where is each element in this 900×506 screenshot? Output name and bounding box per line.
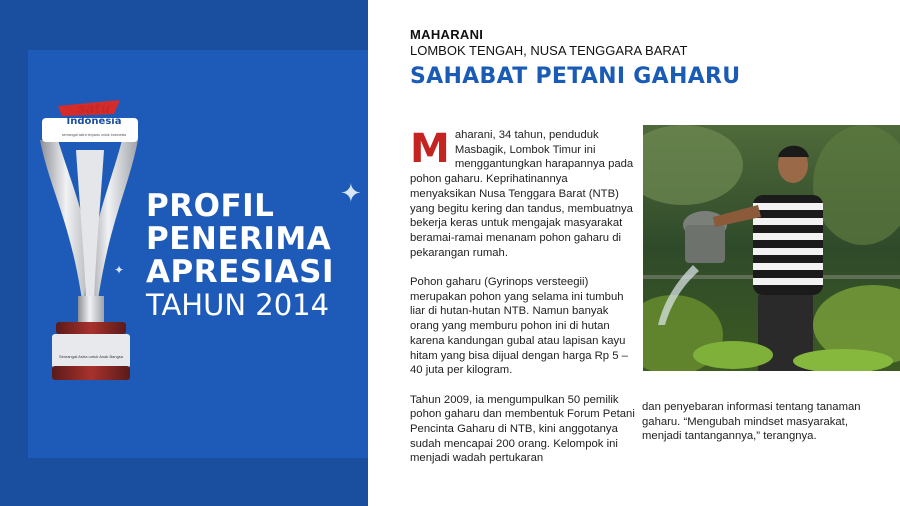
logo-tagline: semangat astra terpadu untuk Indonesia [61, 133, 127, 137]
heading-line-3: APRESIASI [146, 254, 334, 290]
heading-line-2: PENERIMA [146, 221, 332, 257]
sparkle-small-icon: ✦ [114, 263, 125, 277]
logo-text-indonesia: Indonesia [66, 116, 122, 127]
heading-year: TAHUN 2014 [146, 288, 330, 322]
cover-heading [146, 190, 334, 322]
paragraph-1 [410, 128, 636, 260]
recipient-name: MAHARANI [410, 27, 484, 42]
logo-text-satu: satu [78, 102, 110, 117]
drop-cap: M [410, 126, 450, 172]
article-column-2 [642, 400, 874, 444]
paragraph-3: Tahun 2009, ia mengumpulkan 50 pemilik pohon gaharu dan membentuk Forum Petani Pencinta Gaharu di NTB, kini anggotanya sudah mencapai 200 orang. Kelompok ini menjadi wadah pertukaran [410, 393, 635, 465]
paragraph-2: Pohon gaharu (Gyrinops versteegii) merupakan pohon yang selama ini tumbuh liar di hutan-hutan NTB. Namun banyak orang yang memburu pohon ini di hutan karena kandungan gubal atau lapisan kayu hitam yang bisa dijual dengan harga Rp 5 – 40 juta per kilogram. [410, 276, 628, 377]
article-title: SAHABAT PETANI GAHARU [410, 64, 741, 89]
article-column-1 [410, 128, 636, 481]
sparkle-icon: ✦ [340, 178, 362, 208]
plaque-text: Semangat Astra untuk Anak Bangsa [58, 354, 124, 359]
paragraph-4: dan penyebaran informasi tentang tanaman gaharu. “Mengubah mindset masyarakat, menjadi tantangannya,” terangnya. [642, 401, 861, 443]
photo-farmer-watering [643, 125, 900, 371]
paragraph-1-text: aharani, 34 tahun, penduduk Masbagik, Lombok Timur ini menggantungkan harapannya pada pohon gaharu. Keprihatinannya menyaksikan Nusa Tenggara Barat (NTB) yang begitu kering dan tandus, membuatnya bekerja keras untuk mengajak masyarakat beramai-ramai menanam pohon gaharu di pekarangan rumah. [410, 129, 634, 259]
recipient-location: LOMBOK TENGAH, NUSA TENGGARA BARAT [410, 43, 688, 58]
logo-satu-indonesia [54, 104, 134, 140]
heading-line-1: PROFIL [146, 188, 275, 224]
